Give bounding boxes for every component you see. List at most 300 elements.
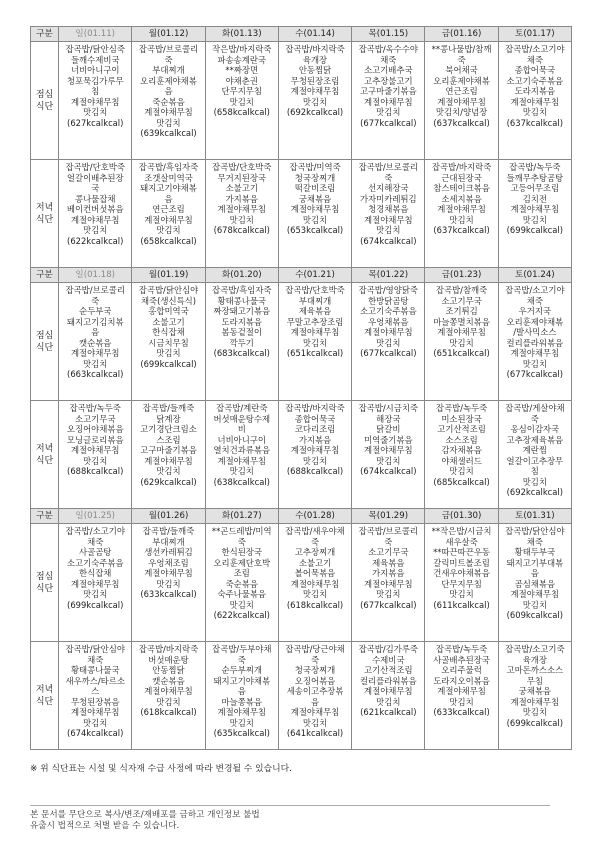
menu-item: 연근조림 [152, 204, 185, 214]
lunch-row [31, 42, 572, 160]
calorie-label: (633kcalkcal) [140, 589, 197, 599]
menu-item: 계절야채무침 [144, 214, 193, 225]
menu-cell [425, 160, 498, 268]
calorie-label: (622kcalkcal) [213, 610, 270, 620]
day-header: 화(01.20) [205, 268, 278, 283]
menu-item: 계절야채무침 [364, 578, 413, 589]
menu-item: 맛김치 [522, 599, 547, 610]
menu-item: 계절야채무침 [290, 707, 340, 717]
menu-item: 연근조림 [445, 86, 478, 96]
menu-item: 계절야채무침 [437, 96, 486, 107]
menu-item: 계란찜 [522, 445, 547, 455]
dinner-row [31, 401, 572, 509]
calorie-label: (611kcalkcal) [433, 599, 490, 610]
calorie-label: (641kcalkcal) [286, 728, 344, 738]
gubun-label: 구분 [31, 27, 59, 42]
menu-item: 사골배추된장국 [433, 654, 490, 665]
menu-item: 마늘쫑볶음 [221, 696, 262, 707]
day-header: 일(01.25) [59, 509, 132, 524]
menu-item: 부대찌개 [152, 536, 185, 547]
menu-cell [59, 42, 132, 160]
menu-item: 소스조림 [445, 434, 478, 445]
menu-item: 버섯매운탕 [148, 654, 189, 665]
menu-item: 계절야채무침 [290, 204, 340, 214]
menu-item: 모닝글로리볶음 [66, 434, 124, 445]
menu-item: 소불고기 [298, 557, 332, 568]
calorie-label: (637kcalkcal) [433, 117, 490, 128]
menu-item: 육개장 [522, 654, 547, 665]
menu-table [30, 26, 572, 750]
lunch-label [31, 283, 59, 401]
menu-item: 닭갈비 [376, 424, 401, 434]
menu-item: 김치전 [522, 193, 547, 204]
calorie-label: (637kcalkcal) [433, 225, 490, 235]
calorie-label: (653kcalkcal) [286, 225, 344, 235]
menu-item: 맛김치 [522, 476, 547, 487]
menu-item: 청국장찌개 [294, 665, 336, 675]
menu-item: 무청된장볶음 [70, 696, 120, 707]
calorie-label: (639kcalkcal) [140, 128, 197, 138]
menu-item: 곰심채볶음 [514, 578, 556, 589]
menu-item: 오리훈제단호박 [213, 557, 271, 568]
calorie-label: (658kcalkcal) [140, 235, 197, 246]
menu-item: 볼어묵볶음 [294, 568, 336, 578]
menu-cell [59, 642, 132, 750]
menu-cell [425, 42, 498, 160]
menu-item: 계절야채무침 [437, 327, 486, 337]
week-header-row [31, 27, 572, 42]
menu-item: 고기산적조림 [437, 424, 486, 434]
menu-item: 황태콩나물국 [217, 295, 267, 306]
menu-item: 잡곡밥/바지락죽 [285, 403, 345, 413]
day-header: 화(01.27) [205, 509, 278, 524]
menu-item: 스 [91, 686, 100, 696]
menu-item: 컬리플라워볶음 [506, 337, 564, 348]
menu-item: 소고기숙주볶음 [506, 75, 564, 86]
menu-cell [278, 160, 351, 268]
menu-cell [498, 283, 571, 401]
calorie-label: (618kcalkcal) [140, 707, 197, 717]
calorie-label: (621kcalkcal) [360, 707, 417, 717]
menu-item: 참스테이크볶음 [433, 183, 490, 193]
menu-cell [498, 160, 571, 268]
menu-item: 버섯매운탕수제 [213, 413, 271, 424]
calorie-label: (677kcalkcal) [360, 599, 417, 610]
day-header: 금(01.30) [425, 509, 498, 524]
menu-item: 음 [237, 686, 246, 696]
menu-item: **작은밥/시금치 [431, 526, 492, 536]
menu-item: 고등어무조림 [510, 183, 560, 193]
calorie-label: (699kcalkcal) [140, 358, 197, 369]
menu-item: 소고기숙주볶음 [66, 557, 124, 568]
menu-item: 맛김치 [522, 107, 547, 117]
menu-item: 맛김치 [302, 589, 328, 599]
calorie-label: (699kcalkcal) [67, 599, 124, 610]
calorie-label: (635kcalkcal) [213, 728, 270, 738]
dinner-label [31, 401, 59, 509]
menu-item: 미역줄기볶음 [364, 434, 413, 445]
menu-item: 잡곡밥/닭안심야 [65, 644, 125, 654]
meal-label-line: 식단 [35, 101, 54, 112]
menu-item: 맛김치 [522, 214, 547, 225]
day-header: 목(01.22) [352, 268, 425, 283]
menu-item: 잡곡밥/녹두죽 [435, 403, 488, 413]
menu-item: 조림 [233, 568, 250, 578]
menu-item: 잡곡밥/소고기야 [505, 44, 565, 54]
menu-item: 육개장 [302, 54, 328, 65]
menu-cell [132, 401, 205, 509]
menu-cell [352, 401, 425, 509]
meal-label-line: 점심 [35, 330, 54, 341]
day-header: 수(01.28) [278, 509, 351, 524]
menu-item: 무거지된장국 [217, 172, 267, 183]
menu-item: 무침 [526, 675, 543, 686]
menu-cell [498, 401, 571, 509]
menu-item: 야채샐러드 [441, 455, 482, 466]
menu-cell [205, 524, 278, 642]
day-header: 토(01.31) [498, 509, 571, 524]
menu-item: 잡곡밥/닭안심죽 [65, 44, 125, 54]
menu-item: 맛김치 [229, 214, 254, 225]
menu-item: 맛김치 [156, 117, 181, 128]
dinner-label [31, 642, 59, 750]
menu-item: 맛김치 [376, 107, 401, 117]
menu-item: 청국장찌개 [294, 172, 336, 183]
menu-item: 맛김치/양념장 [435, 107, 488, 117]
day-header: 토(01.17) [498, 27, 571, 42]
menu-cell [425, 524, 498, 642]
menu-item: 죽 [237, 536, 246, 547]
menu-item: 계절야채무침 [70, 214, 120, 225]
menu-item: 소고기무국 [441, 295, 482, 306]
menu-item: 맛김치 [156, 225, 181, 235]
day-header: 금(01.23) [425, 268, 498, 283]
menu-item: 캣순볶음 [152, 675, 185, 686]
menu-item: 조기튀김 [445, 306, 478, 316]
menu-item: 맛김치 [83, 589, 108, 599]
menu-item: 계절야채무침 [144, 107, 193, 117]
menu-item: 죽순볶음 [225, 578, 258, 589]
menu-item: 계절야채무침 [70, 348, 120, 358]
calorie-label: (683kcalkcal) [213, 348, 270, 358]
menu-item: 봄동겉절이 [221, 327, 262, 337]
menu-item: 계절야채무침 [510, 696, 560, 707]
menu-item: 돼지고기야채볶 [213, 675, 271, 686]
calorie-label: (677kcalkcal) [360, 348, 417, 358]
menu-item: 잡곡밥/김가루죽 [358, 644, 419, 654]
menu-item: 돼지고기김치볶 [66, 316, 124, 327]
menu-item: 잡곡밥/영양닭죽 [358, 285, 419, 295]
menu-item: **곤드레밥/미역 [211, 526, 272, 536]
calorie-label: (638kcalkcal) [213, 476, 270, 487]
menu-cell [278, 524, 351, 642]
calorie-label: (699kcalkcal) [506, 225, 564, 235]
menu-item: /발사믹소스 [513, 327, 557, 337]
menu-item: 죽 [384, 536, 393, 547]
menu-item: 맛김치 [302, 337, 328, 348]
menu-item: 잡곡밥/바지락죽 [431, 162, 492, 172]
menu-item: 맛김치 [156, 696, 181, 707]
menu-item: 맛김치 [302, 455, 328, 466]
menu-item: 무청된장조림 [290, 75, 340, 86]
menu-item: 갈릭미트볼조림 [433, 557, 490, 568]
menu-cell [278, 283, 351, 401]
menu-item: 제육볶음 [298, 306, 332, 316]
menu-item: 해장국 [376, 413, 401, 424]
meal-label-line: 점심 [35, 571, 54, 582]
menu-item: 맛김치 [449, 337, 474, 348]
footer-line: 유출시 법적으로 처벌 받을 수 있습니다. [30, 821, 180, 831]
menu-item: 떡갈비조림 [294, 183, 336, 193]
calorie-label: (685kcalkcal) [433, 476, 490, 487]
menu-item: 음 [91, 327, 100, 337]
menu-item: 부대찌개 [298, 295, 332, 306]
menu-item: 부대찌개 [152, 65, 185, 75]
menu-item: 계절야채무침 [217, 707, 267, 717]
menu-item: 잡곡밥/계란죽 [216, 403, 268, 413]
menu-item: 고구마줄기볶음 [140, 445, 197, 455]
menu-item: 우엉채조림 [148, 557, 189, 568]
menu-item: 소고기무국 [75, 413, 116, 424]
menu-item: 소불고기 [225, 183, 258, 193]
menu-item: 제육볶음 [372, 557, 405, 568]
menu-item: 무말고추장조림 [286, 316, 344, 327]
menu-item: 궁채볶음 [518, 686, 552, 696]
meal-label-line: 저녁 [35, 684, 54, 695]
menu-item: 생선카레튀김 [144, 547, 193, 557]
menu-item: 죽순볶음 [152, 96, 185, 107]
menu-item: 음 [310, 696, 320, 707]
day-header: 목(01.15) [352, 27, 425, 42]
menu-item: 잡곡밥/옥수수야 [358, 44, 419, 54]
menu-item: 청포묵김가루무 [66, 75, 124, 86]
menu-item: 오리훈제야채볶 [433, 75, 490, 86]
calorie-label: (677kcalkcal) [360, 117, 417, 128]
menu-item: 오리훈제야채볶 [140, 75, 197, 86]
calorie-label: (692kcalkcal) [506, 487, 564, 497]
menu-item: 잡곡밥/미역죽 [289, 162, 341, 172]
menu-item: 가지볶음 [225, 193, 258, 204]
menu-item: 맛김치 [302, 96, 328, 107]
menu-item: 음 [164, 193, 173, 204]
menu-item: 소불고기 [152, 316, 185, 327]
menu-item: 계절야채무침 [290, 578, 340, 589]
calorie-label: (618kcalkcal) [286, 599, 344, 610]
menu-item: 얼갈이배추된장 [66, 172, 124, 183]
menu-item: 잡곡밥/단호박죽 [285, 285, 345, 295]
menu-item: 홍합미역국 [148, 306, 189, 316]
menu-item: 계절야채무침 [290, 86, 340, 96]
menu-item: 한식된장국 [221, 547, 262, 557]
menu-item: 잡곡밥/바지락죽 [138, 644, 199, 654]
menu-item: 비 [237, 424, 246, 434]
calorie-label: (688kcalkcal) [286, 466, 344, 476]
day-header: 월(01.19) [132, 268, 205, 283]
menu-cell [59, 524, 132, 642]
change-notice: ※ 위 식단표는 시설 및 식자재 수급 사정에 따라 변경될 수 있습니다. [30, 764, 292, 774]
menu-item: 들깨수제비국 [70, 54, 120, 65]
menu-item: 조갯살미역국 [144, 172, 193, 183]
menu-item: 너비아니구이 [217, 434, 267, 445]
menu-item: 채죽 [380, 54, 397, 65]
meal-label-line: 식단 [35, 342, 54, 353]
menu-item: 잡곡밥/소고기야 [505, 285, 565, 295]
menu-cell [352, 42, 425, 160]
menu-cell [205, 42, 278, 160]
menu-item: 잡곡밥/들깨죽 [142, 526, 195, 536]
menu-item: 잡곡밥/녹두죽 [509, 162, 561, 172]
menu-item: 가지볶음 [372, 568, 405, 578]
calorie-label: (651kcalkcal) [286, 348, 344, 358]
menu-item: 맛김치 [302, 717, 328, 728]
menu-item: 계절야채무침 [437, 686, 486, 696]
day-header: 화(01.13) [205, 27, 278, 42]
menu-item: 소세지볶음 [441, 193, 482, 204]
menu-item: 감자채볶음 [441, 445, 482, 455]
menu-cell [205, 401, 278, 509]
menu-item: 오리주물럭 [441, 665, 482, 675]
menu-item: 종합어묵국 [294, 413, 336, 424]
menu-item: 맛김치 [156, 466, 181, 476]
calorie-label: (633kcalkcal) [433, 707, 490, 717]
menu-item: 계절야채무침 [290, 445, 340, 455]
menu-item: 침 [530, 466, 539, 476]
week-header-row [31, 268, 572, 283]
menu-item: 맛김치 [156, 578, 181, 589]
day-header: 일(01.11) [59, 27, 132, 42]
menu-item: 수제비국 [372, 654, 405, 665]
dinner-label [31, 160, 59, 268]
menu-cell [59, 283, 132, 401]
menu-item: 새우까스/타르소 [65, 675, 125, 686]
menu-cell [352, 160, 425, 268]
menu-item: 음 [164, 86, 173, 96]
gubun-label: 구분 [31, 268, 59, 283]
menu-cell [59, 401, 132, 509]
menu-item: 오리훈제야채볶 [506, 316, 564, 327]
menu-item: 잡곡밥/닭안심야 [138, 285, 199, 295]
menu-item: 소고기배추국 [364, 65, 413, 75]
menu-item: 새우살죽 [445, 536, 478, 547]
menu-item: 계절야채무침 [510, 589, 560, 599]
calorie-label: (609kcalkcal) [506, 610, 564, 620]
menu-item: 계절야채무침 [364, 327, 413, 337]
menu-cell [278, 642, 351, 750]
lunch-label [31, 524, 59, 642]
menu-item: 숙주나물볶음 [217, 589, 267, 599]
meal-label-line: 식단 [35, 455, 54, 466]
menu-item: 맛김치 [449, 589, 474, 599]
menu-item: 채죽 [526, 295, 543, 306]
lunch-label [31, 42, 59, 160]
menu-item: 맛김치 [229, 717, 254, 728]
day-header: 월(01.12) [132, 27, 205, 42]
menu-item: 계절야채무침 [364, 96, 413, 107]
menu-item: 고추장제육볶음 [506, 434, 564, 445]
lunch-row [31, 524, 572, 642]
menu-item: 계절야채무침 [290, 327, 340, 337]
day-header: 월(01.26) [132, 509, 205, 524]
calorie-label: (658kcalkcal) [213, 107, 270, 117]
menu-cell [425, 401, 498, 509]
menu-item: 들깨무추탕곰탕 [506, 172, 564, 183]
calorie-label: (622kcalkcal) [67, 235, 124, 246]
menu-item: 맛김치 [449, 214, 474, 225]
menu-item: 짜장돼고기볶음 [213, 306, 271, 316]
menu-item: 잡곡밥/흑임자죽 [212, 285, 272, 295]
menu-item: 잡곡밥/게살야채 [505, 403, 565, 413]
menu-item: 맛김치 [83, 455, 108, 466]
menu-item: 세송이고추장볶 [286, 686, 344, 696]
menu-item: 돼지고기야채볶 [140, 183, 197, 193]
calorie-label: (674kcalkcal) [360, 235, 417, 246]
menu-cell [278, 42, 351, 160]
menu-cell [132, 42, 205, 160]
menu-item: 옹심이감자국 [510, 424, 560, 434]
menu-item: 건새우야채볶음 [433, 568, 490, 578]
menu-item: 청경채볶음 [368, 204, 409, 214]
menu-item: 잡곡밥/브로콜리 [65, 285, 125, 295]
menu-item: 잡곡밥/브로콜리 [138, 44, 199, 54]
menu-item: 얼갈이고추장무 [506, 455, 564, 466]
menu-item: 작은밥/바지락죽 [212, 44, 272, 54]
menu-cell [352, 524, 425, 642]
menu-item: 잡곡밥/녹두죽 [435, 644, 488, 654]
menu-item: 맛김치 [156, 348, 181, 358]
meal-label-line: 식단 [35, 214, 54, 225]
menu-item: 단무지무침 [221, 86, 262, 96]
menu-item: 맛김치 [376, 589, 401, 599]
menu-item: 오징어야채볶음 [66, 424, 124, 434]
menu-item: 선지해장국 [368, 183, 409, 193]
dinner-row [31, 160, 572, 268]
menu-item: 닭계장 [156, 413, 181, 424]
menu-item: 잡곡밥/들깨죽 [142, 403, 195, 413]
menu-item: 잡곡밥/참깨죽 [435, 285, 488, 295]
menu-item: 베이컨버섯볶음 [66, 204, 124, 214]
menu-item: 안동찜닭 [298, 65, 332, 75]
meal-label-line: 식단 [35, 583, 54, 594]
menu-item: 잡곡밥/바지락죽 [285, 44, 345, 54]
menu-cell [132, 642, 205, 750]
calorie-label: (674kcalkcal) [360, 466, 417, 476]
menu-item: 잡곡밥/당근야채 [285, 644, 345, 654]
menu-item: 맛김치 [229, 96, 254, 107]
menu-item: 잡곡밥/시금치죽 [358, 403, 419, 413]
dinner-row [31, 642, 572, 750]
calorie-label: (637kcalkcal) [506, 117, 564, 128]
menu-item: 깍두기 [229, 337, 254, 348]
meal-label-line: 점심 [35, 89, 54, 100]
menu-item: 계절야채무침 [144, 686, 193, 696]
menu-cell [132, 524, 205, 642]
menu-item: 계절야채무침 [144, 455, 193, 466]
menu-item: 음 [530, 568, 539, 578]
menu-item: 잡곡밥/두부야채 [212, 644, 272, 654]
menu-item: 가자미카레튀김 [359, 193, 417, 204]
day-header: 토(01.24) [498, 268, 571, 283]
menu-cell [132, 283, 205, 401]
menu-item: 고구마줄기볶음 [359, 86, 417, 96]
menu-item: 고마돈까스소스 [506, 665, 564, 675]
menu-item: 맛김치 [449, 696, 474, 707]
menu-item: 채죽 [526, 54, 543, 65]
calorie-label: (692kcalkcal) [286, 107, 344, 117]
menu-item: 소고기무국 [368, 547, 409, 557]
menu-item: 파송송계란국 [217, 54, 267, 65]
menu-item: 죽 [457, 54, 466, 65]
menu-item: 잡곡밥/흑임자죽 [138, 162, 199, 172]
